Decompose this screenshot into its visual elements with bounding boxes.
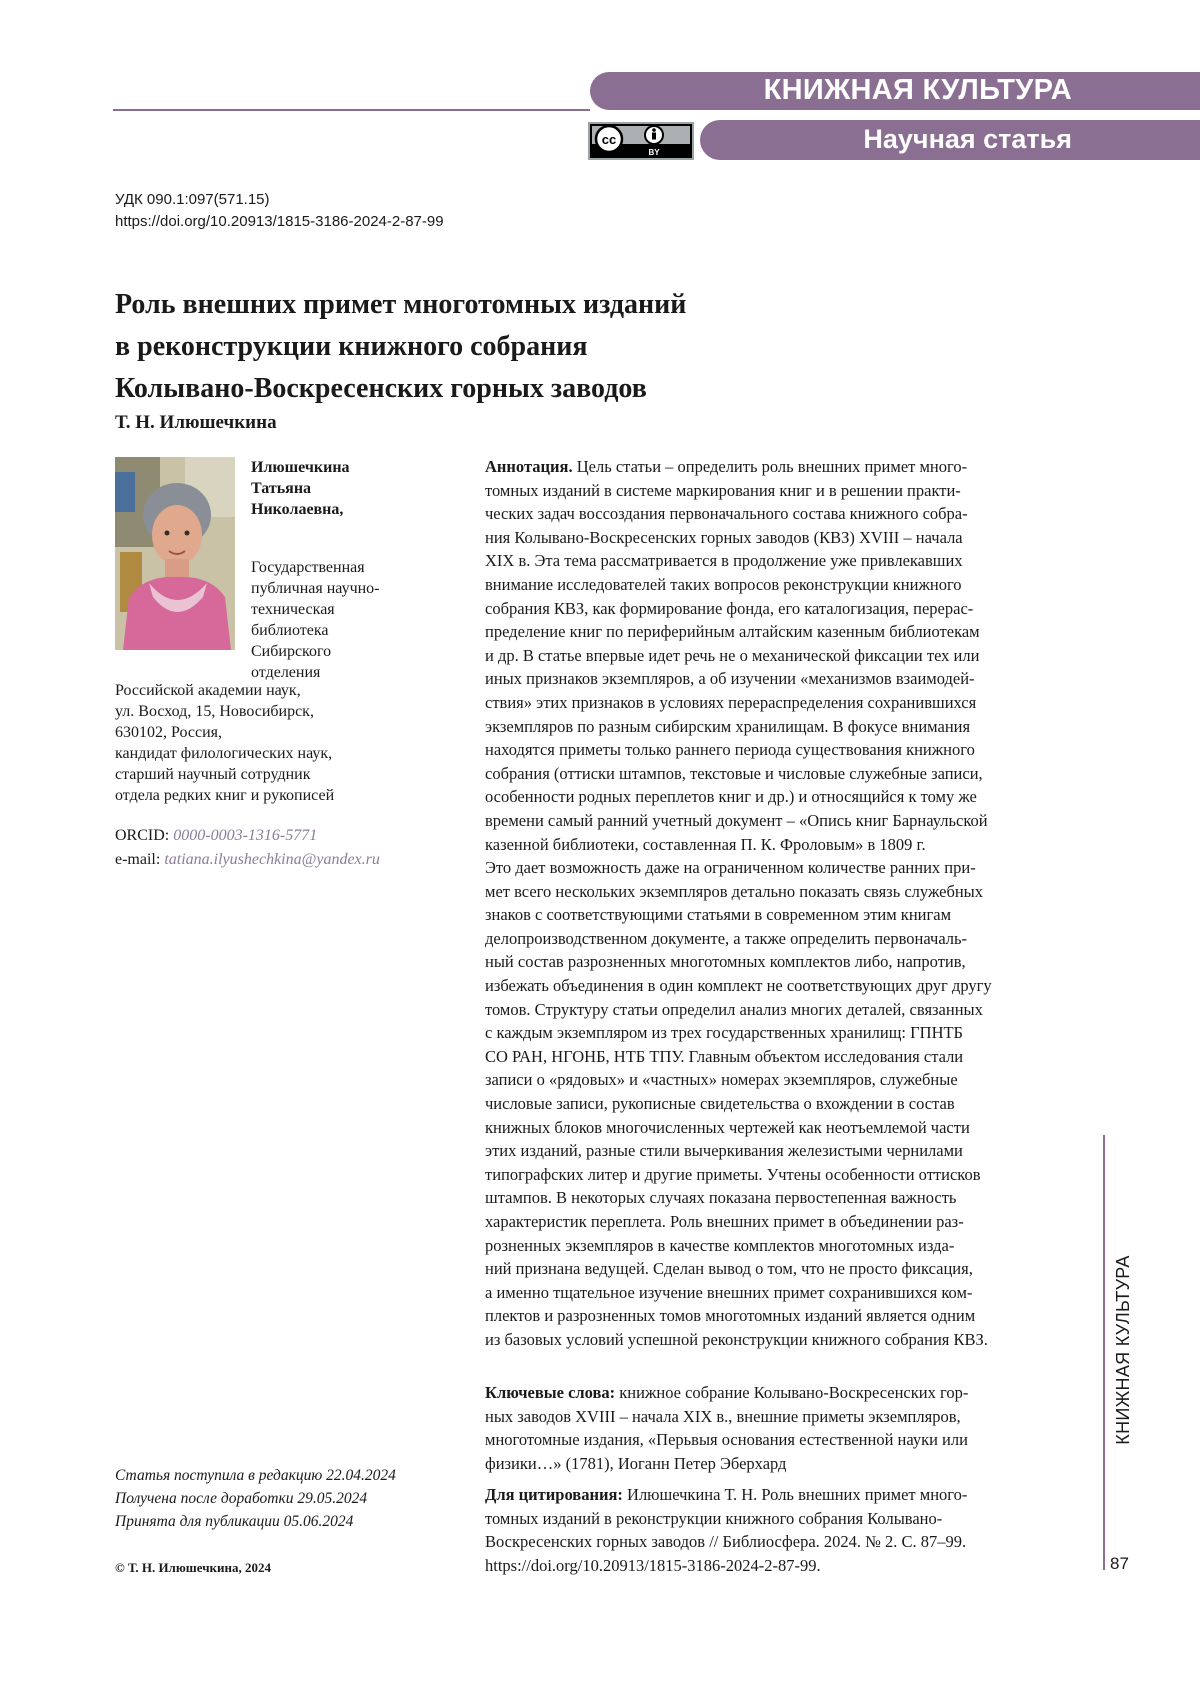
abstract-line: СО РАН, НГОНБ, НТБ ТПУ. Главным объектом исследования стали bbox=[485, 1045, 1070, 1069]
citation-line: томных изданий в реконструкции книжного собрания Колывано- bbox=[485, 1507, 1070, 1531]
author-name-line: Николаевна, bbox=[251, 499, 451, 520]
keywords-line: физики…» (1781), Иоганн Петер Эберхард bbox=[485, 1452, 1070, 1476]
citation-body bbox=[485, 1507, 1070, 1578]
abstract-line: пределение книг по периферийным алтайским казенным библиотекам bbox=[485, 620, 1070, 644]
abstract-line: внимание исследователей таких вопросов реконструкции книжного bbox=[485, 573, 1070, 597]
abstract-line: и др. В статье впервые идет речь не о механической фиксации тех или bbox=[485, 644, 1070, 668]
orcid-label: ORCID: bbox=[115, 827, 169, 844]
author-byline: Т. Н. Илюшечкина bbox=[115, 412, 277, 434]
citation bbox=[485, 1483, 1070, 1577]
abstract-line: этих изданий, разные стили вычеркивания железистыми чернилами bbox=[485, 1139, 1070, 1163]
affiliation-line: Российской академии наук, bbox=[115, 680, 475, 701]
author-affiliation bbox=[251, 557, 451, 683]
abstract-line: ствия» этих признаков в условиях перераспределения сохранившихся bbox=[485, 691, 1070, 715]
abstract-text: Цель статьи – определить роль внешних примет много- bbox=[573, 457, 968, 476]
svg-text:BY: BY bbox=[648, 148, 660, 157]
affiliation-line: ул. Восход, 15, Новосибирск, bbox=[115, 701, 475, 722]
affiliation-line: 630102, Россия, bbox=[115, 722, 475, 743]
abstract-line: записи о «рядовых» и «частных» номерах экземпляров, служебные bbox=[485, 1068, 1070, 1092]
abstract-line: иных признаков экземпляров, а об изучении «механизмов взаимодей- bbox=[485, 667, 1070, 691]
citation-line: https://doi.org/10.20913/1815-3186-2024-2-87-99. bbox=[485, 1554, 1070, 1578]
keywords-text: книжное собрание Колывано-Воскресенских гор- bbox=[615, 1383, 968, 1402]
abstract-line: ний признана ведущей. Сделан вывод о том, что не просто фиксация, bbox=[485, 1257, 1070, 1281]
affiliation-line: техническая bbox=[251, 599, 451, 620]
abstract-line: экземпляров по разным сибирским хранилищам. В фокусе внимания bbox=[485, 715, 1070, 739]
affiliation-line: отделения bbox=[251, 662, 451, 683]
abstract-line: типографских литер и другие приметы. Учтены особенности оттисков bbox=[485, 1163, 1070, 1187]
abstract bbox=[485, 455, 1070, 1352]
abstract-line: из базовых условий успешной реконструкции книжного собрания КВЗ. bbox=[485, 1328, 1070, 1352]
history-line: Принята для публикации 05.06.2024 bbox=[115, 1510, 396, 1533]
affiliation-line: публичная научно- bbox=[251, 578, 451, 599]
affiliation-line: Сибирского bbox=[251, 641, 451, 662]
doi-link[interactable]: https://doi.org/10.20913/1815-3186-2024-2-87-99 bbox=[115, 213, 444, 230]
orcid-link[interactable]: 0000-0003-1316-5771 bbox=[173, 827, 317, 844]
abstract-line: с каждым экземпляром из трех государственных хранилищ: ГПНТБ bbox=[485, 1021, 1070, 1045]
orcid-row bbox=[115, 827, 317, 845]
abstract-line: книжных блоков многочисленных чертежей как неотъемлемой части bbox=[485, 1116, 1070, 1140]
abstract-line: находятся приметы только раннего периода существования книжного bbox=[485, 738, 1070, 762]
abstract-line: розненных экземпляров в качестве комплектов многотомных изда- bbox=[485, 1234, 1070, 1258]
section-title: КНИЖНАЯ КУЛЬТУРА bbox=[764, 74, 1072, 107]
abstract-line: особенности родных переплетов книг и др.) и относящийся к тому же bbox=[485, 785, 1070, 809]
author-photo bbox=[115, 457, 235, 650]
affiliation-line: отдела редких книг и рукописей bbox=[115, 785, 475, 806]
abstract-line: ния Колывано-Воскресенских горных заводов (КВЗ) XVIII – начала bbox=[485, 526, 1070, 550]
abstract-line: томов. Структуру статьи определил анализ многих деталей, связанных bbox=[485, 998, 1070, 1022]
history-line: Получена после доработки 29.05.2024 bbox=[115, 1487, 396, 1510]
abstract-line: избежать объединения в один комплект не соответствующих друг другу bbox=[485, 974, 1070, 998]
abstract-line: ческих задач воссоздания первоначального состава книжного собра- bbox=[485, 502, 1070, 526]
abstract-body bbox=[485, 479, 1070, 1352]
abstract-line: собрания КВЗ, как формирование фонда, его каталогизация, перерас- bbox=[485, 597, 1070, 621]
copyright: © Т. Н. Илюшечкина, 2024 bbox=[115, 1560, 271, 1576]
header-rule bbox=[113, 109, 590, 111]
abstract-line: числовые записи, рукописные свидетельства о вхождении в состав bbox=[485, 1092, 1070, 1116]
article-history bbox=[115, 1464, 396, 1533]
abstract-line: собрания (оттиски штампов, текстовые и числовые служебные записи, bbox=[485, 762, 1070, 786]
keywords-line: многотомные издания, «Перьвыя основания естественной науки или bbox=[485, 1428, 1070, 1452]
abstract-line: XIX в. Эта тема рассматривается в продолжение уже привлекавших bbox=[485, 549, 1070, 573]
abstract-line: томных изданий в системе маркирования книг и в решении практи- bbox=[485, 479, 1070, 503]
abstract-line: а именно тщательное изучение внешних примет сохранившихся ком- bbox=[485, 1281, 1070, 1305]
abstract-label: Аннотация. bbox=[485, 457, 573, 476]
author-name bbox=[251, 457, 451, 520]
abstract-line: характеристик переплета. Роль внешних примет в объединении раз- bbox=[485, 1210, 1070, 1234]
citation-first-line bbox=[485, 1483, 1070, 1507]
udc-code: УДК 090.1:097(571.15) bbox=[115, 191, 270, 208]
affiliation-line: старший научный сотрудник bbox=[115, 764, 475, 785]
title-line: Колывано-Воскресенских горных заводов bbox=[115, 368, 835, 410]
abstract-line: Это дает возможность даже на ограниченном количестве ранних при- bbox=[485, 856, 1070, 880]
abstract-line: делопроизводственном документе, а также определить первоначаль- bbox=[485, 927, 1070, 951]
abstract-line: казенной библиотеки, составленная П. К. Фроловым» в 1809 г. bbox=[485, 833, 1070, 857]
article-title bbox=[115, 284, 835, 410]
side-section-label: КНИЖНАЯ КУЛЬТУРА bbox=[1110, 1200, 1136, 1500]
citation-label: Для цитирования: bbox=[485, 1485, 623, 1504]
title-line: Роль внешних примет многотомных изданий bbox=[115, 284, 835, 326]
keywords-label: Ключевые слова: bbox=[485, 1383, 615, 1402]
title-line: в реконструкции книжного собрания bbox=[115, 326, 835, 368]
history-line: Статья поступила в редакцию 22.04.2024 bbox=[115, 1464, 396, 1487]
email-row bbox=[115, 851, 380, 869]
author-affiliation-continued bbox=[115, 680, 475, 806]
keywords-line: ных заводов XVIII – начала XIX в., внешние приметы экземпляров, bbox=[485, 1405, 1070, 1429]
abstract-line: времени самый ранний учетный документ – «Опись книг Барнаульской bbox=[485, 809, 1070, 833]
affiliation-line: кандидат филологических наук, bbox=[115, 743, 475, 764]
abstract-line: мет всего нескольких экземпляров детально показать связь служебных bbox=[485, 880, 1070, 904]
abstract-line: знаков с соответствующими статьями в современном этим книгам bbox=[485, 903, 1070, 927]
citation-text: Илюшечкина Т. Н. Роль внешних примет много- bbox=[623, 1485, 968, 1504]
author-name-line: Илюшечкина bbox=[251, 457, 451, 478]
affiliation-line: библиотека bbox=[251, 620, 451, 641]
keywords-first-line bbox=[485, 1381, 1070, 1405]
abstract-line: плектов и разрозненных томов многотомных изданий является одним bbox=[485, 1304, 1070, 1328]
cc-by-icon[interactable] bbox=[588, 122, 694, 160]
svg-text:cc: cc bbox=[602, 132, 616, 147]
email-label: e-mail: bbox=[115, 851, 160, 868]
abstract-line: штампов. В некоторых случаях показана первостепенная важность bbox=[485, 1186, 1070, 1210]
page-number: 87 bbox=[1110, 1554, 1129, 1574]
keywords-body bbox=[485, 1405, 1070, 1476]
article-type-label: Научная статья bbox=[863, 124, 1072, 155]
side-rule bbox=[1103, 1135, 1105, 1570]
abstract-first-line bbox=[485, 455, 1070, 479]
email-link[interactable]: tatiana.ilyushechkina@yandex.ru bbox=[164, 851, 380, 868]
keywords bbox=[485, 1381, 1070, 1475]
abstract-line: ный состав разрозненных многотомных комплектов либо, напротив, bbox=[485, 950, 1070, 974]
affiliation-line: Государственная bbox=[251, 557, 451, 578]
author-name-line: Татьяна bbox=[251, 478, 451, 499]
citation-line: Воскресенских горных заводов // Библиосфера. 2024. № 2. С. 87–99. bbox=[485, 1530, 1070, 1554]
